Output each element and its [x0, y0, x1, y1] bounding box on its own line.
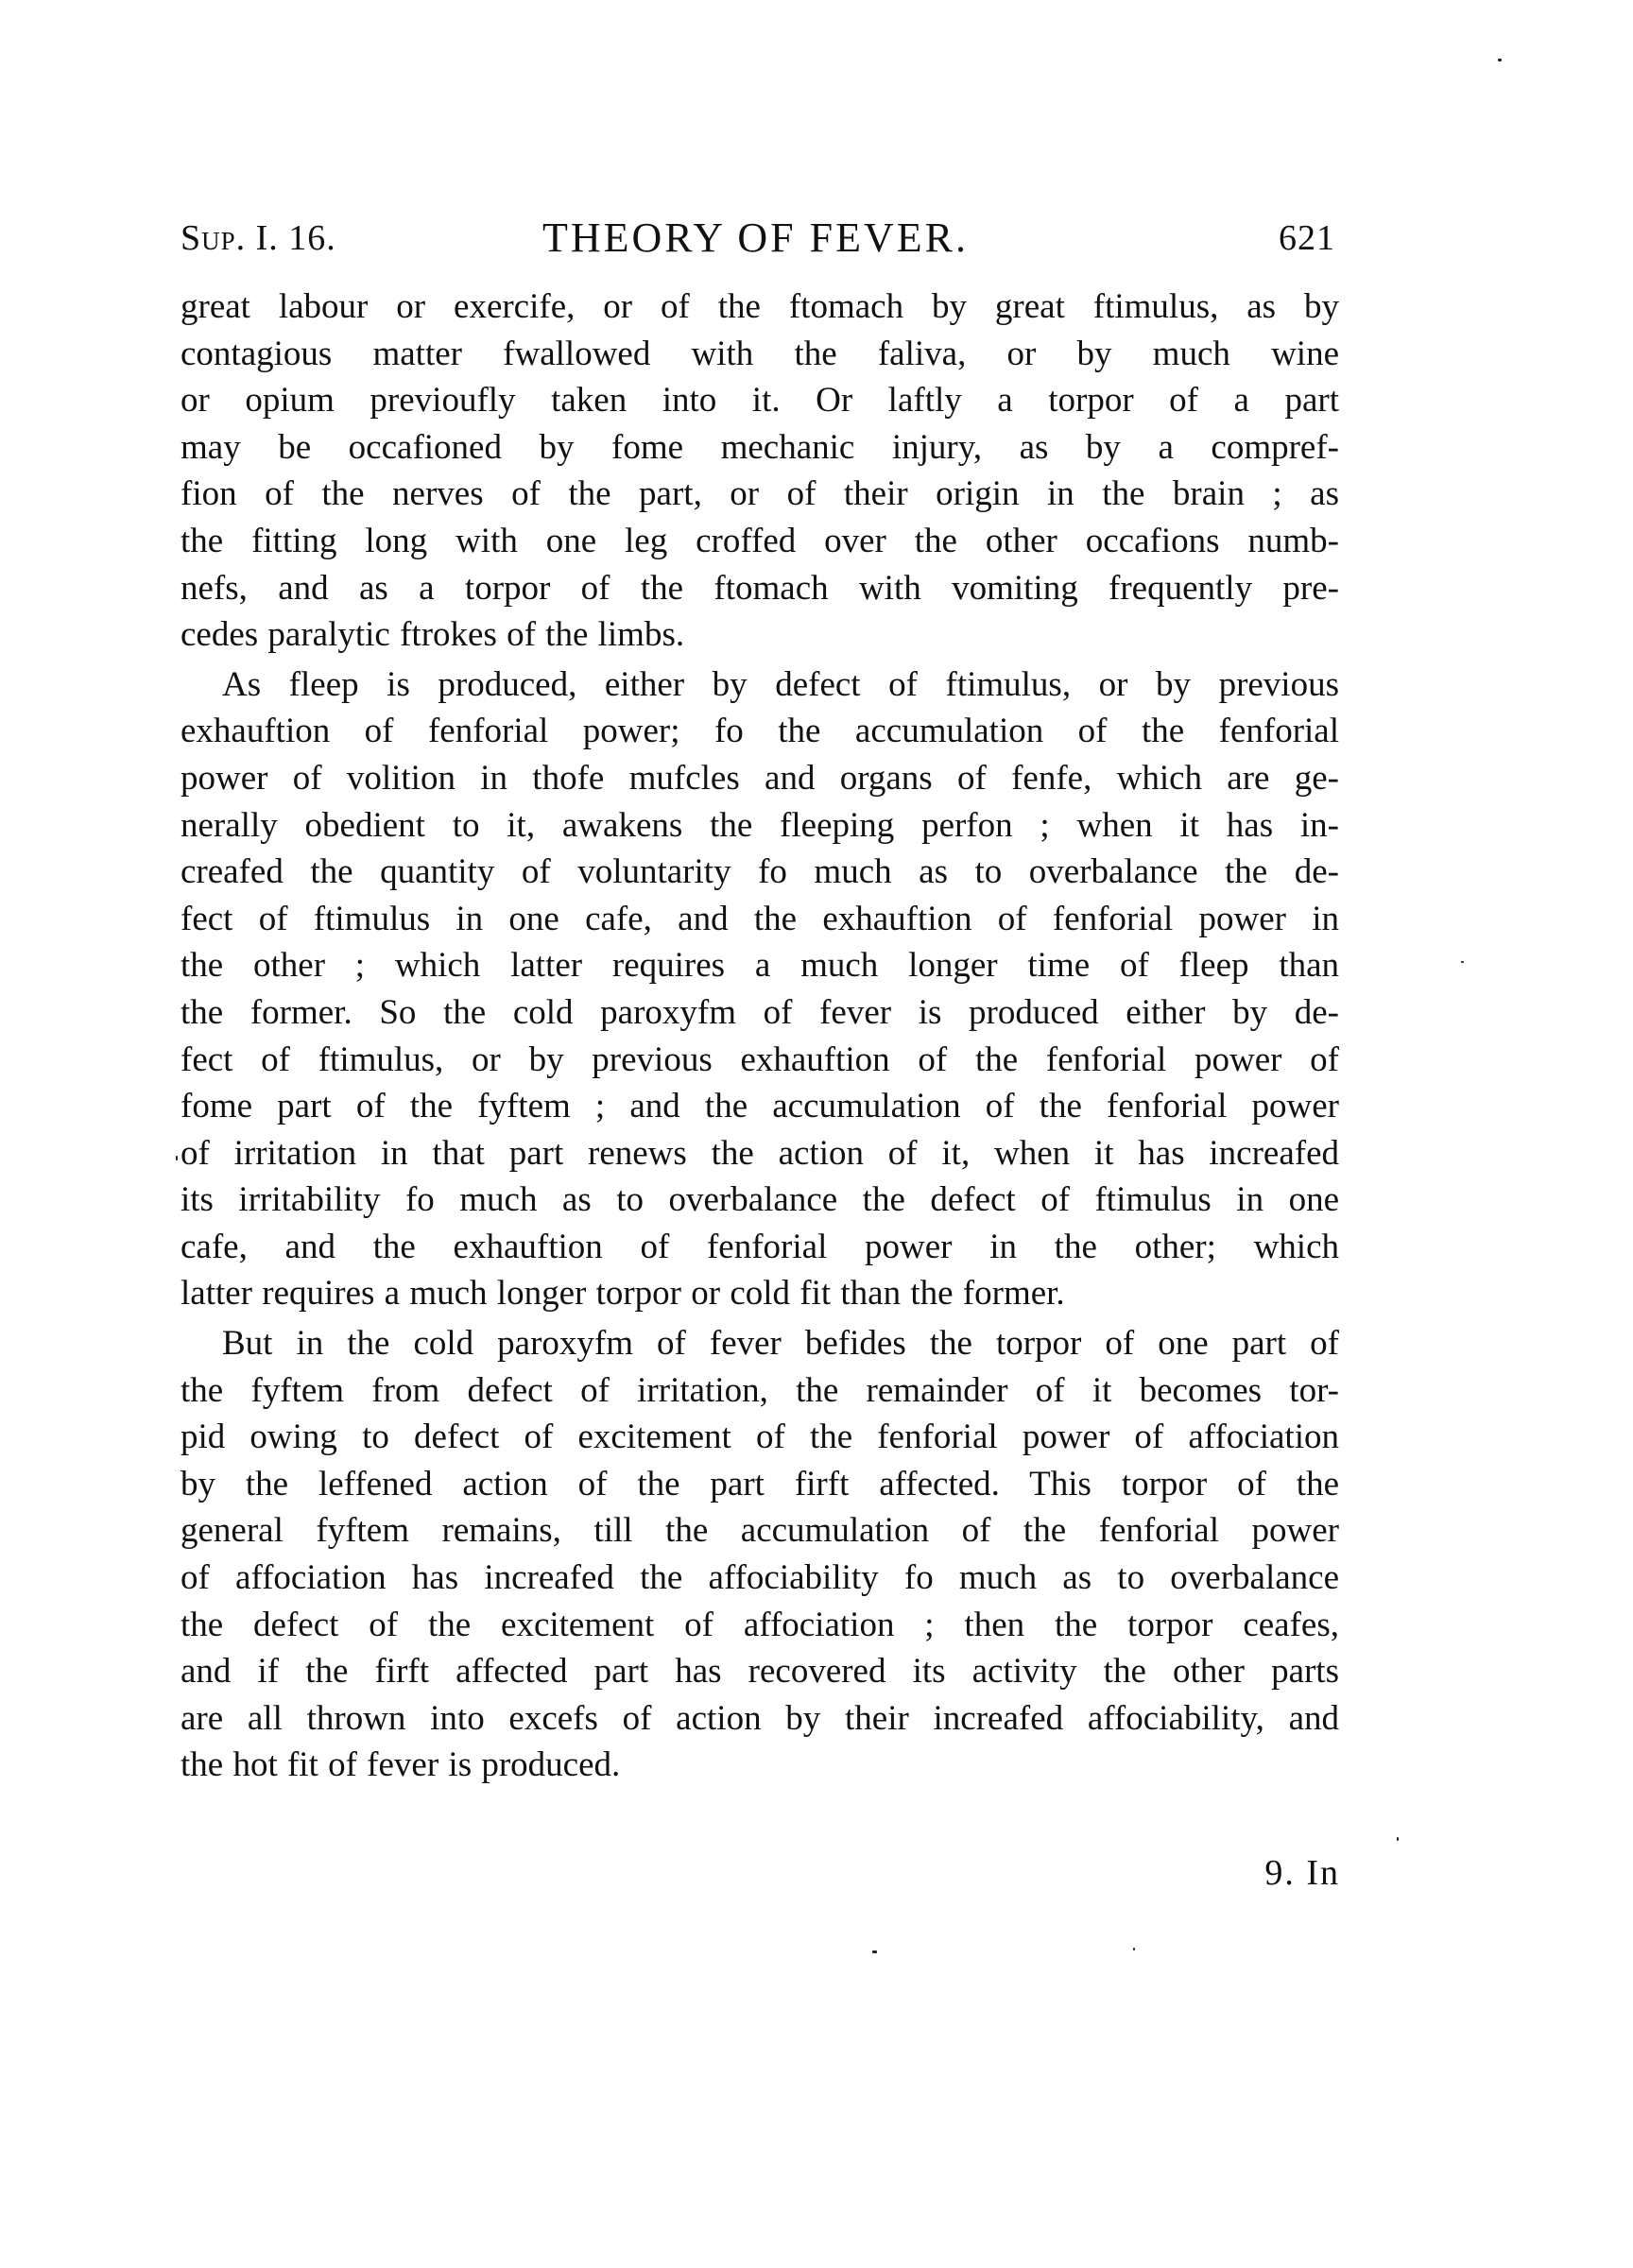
text-line: fome part of the fyftem ; and the accumulation of the fenforial power	[180, 1087, 1339, 1126]
text-line: or opium previoufly taken into it. Or laftly a torpor of a part	[180, 381, 1339, 421]
text-line: its irritability fo much as to overbalance the defect of ftimulus in one	[180, 1180, 1339, 1220]
text-line: fect of ftimulus in one cafe, and the exhauftion of fenforial power in	[180, 899, 1339, 938]
body-text	[180, 284, 1339, 1789]
text-line: the hot fit of fever is produced.	[180, 1745, 621, 1785]
scan-speck	[872, 1950, 877, 1953]
paragraph	[180, 662, 1339, 1317]
text-line: creafed the quantity of voluntarity fo much as to overbalance the de-	[180, 852, 1339, 892]
text-line: latter requires a much longer torpor or cold fit than the former.	[180, 1274, 1065, 1314]
text-line: pid owing to defect of excitement of the fenforial power of affociation	[180, 1418, 1339, 1457]
paragraph	[180, 1320, 1339, 1789]
scan-speck	[1397, 1837, 1399, 1841]
page-title: THEORY OF FEVER.	[542, 215, 969, 261]
text-line: are all thrown into excefs of action by their increafed affociability, and	[180, 1698, 1339, 1738]
page-number: 621	[1279, 218, 1335, 258]
text-line: of affociation has increafed the affociability fo much as to overbalance	[180, 1558, 1339, 1598]
text-line: But in the cold paroxyfm of fever befides the torpor of one part of	[222, 1324, 1339, 1364]
text-line: contagious matter fwallowed with the faliva, or by much wine	[180, 334, 1339, 373]
text-line: the fyftem from defect of irritation, the remainder of it becomes tor-	[180, 1370, 1339, 1410]
section-reference: Sup. I. 16.	[180, 218, 336, 258]
text-line: nerally obedient to it, awakens the fleeping perfon ; when it has in-	[180, 805, 1339, 845]
text-line: As fleep is produced, either by defect of ftimulus, or by previous	[222, 664, 1339, 704]
text-line: power of volition in thofe mufcles and organs of fenfe, which are ge-	[180, 758, 1339, 798]
text-line: the defect of the excitement of affociation ; then the torpor ceafes,	[180, 1605, 1339, 1644]
text-line: fion of the nerves of the part, or of their origin in the brain ; as	[180, 474, 1339, 514]
text-line: and if the firft affected part has recovered its activity the other parts	[180, 1652, 1339, 1692]
text-line: nefs, and as a torpor of the ftomach with vomiting frequently pre-	[180, 568, 1339, 608]
scan-speck	[176, 1156, 178, 1160]
text-line: of irritation in that part renews the action of it, when it has increafed	[180, 1133, 1339, 1173]
running-head	[180, 214, 1339, 266]
scan-speck	[1133, 1948, 1135, 1950]
text-line: fect of ftimulus, or by previous exhauftion of the fenforial power of	[180, 1040, 1339, 1079]
text-line: by the leffened action of the part firft affected. This torpor of the	[180, 1464, 1339, 1503]
text-line: general fyftem remains, till the accumulation of the fenforial power	[180, 1511, 1339, 1551]
scan-speck	[1461, 961, 1464, 963]
catchword: 9. In	[1264, 1853, 1340, 1893]
scan-speck	[1498, 59, 1502, 61]
text-line: the former. So the cold paroxyfm of fever is produced either by de-	[180, 992, 1339, 1032]
paragraph	[180, 284, 1339, 659]
text-line: the other ; which latter requires a much longer time of fleep than	[180, 946, 1339, 986]
text-line: great labour or exercife, or of the ftomach by great ftimulus, as by	[180, 287, 1339, 326]
text-line: exhauftion of fenforial power; fo the accumulation of the fenforial	[180, 712, 1339, 751]
text-line: the fitting long with one leg croffed over the other occafions numb-	[180, 521, 1339, 560]
text-line: cedes paralytic ftrokes of the limbs.	[180, 615, 685, 655]
text-line: may be occafioned by fome mechanic injury, as by a compref-	[180, 427, 1339, 467]
text-line: cafe, and the exhauftion of fenforial power in the other; which	[180, 1227, 1339, 1266]
